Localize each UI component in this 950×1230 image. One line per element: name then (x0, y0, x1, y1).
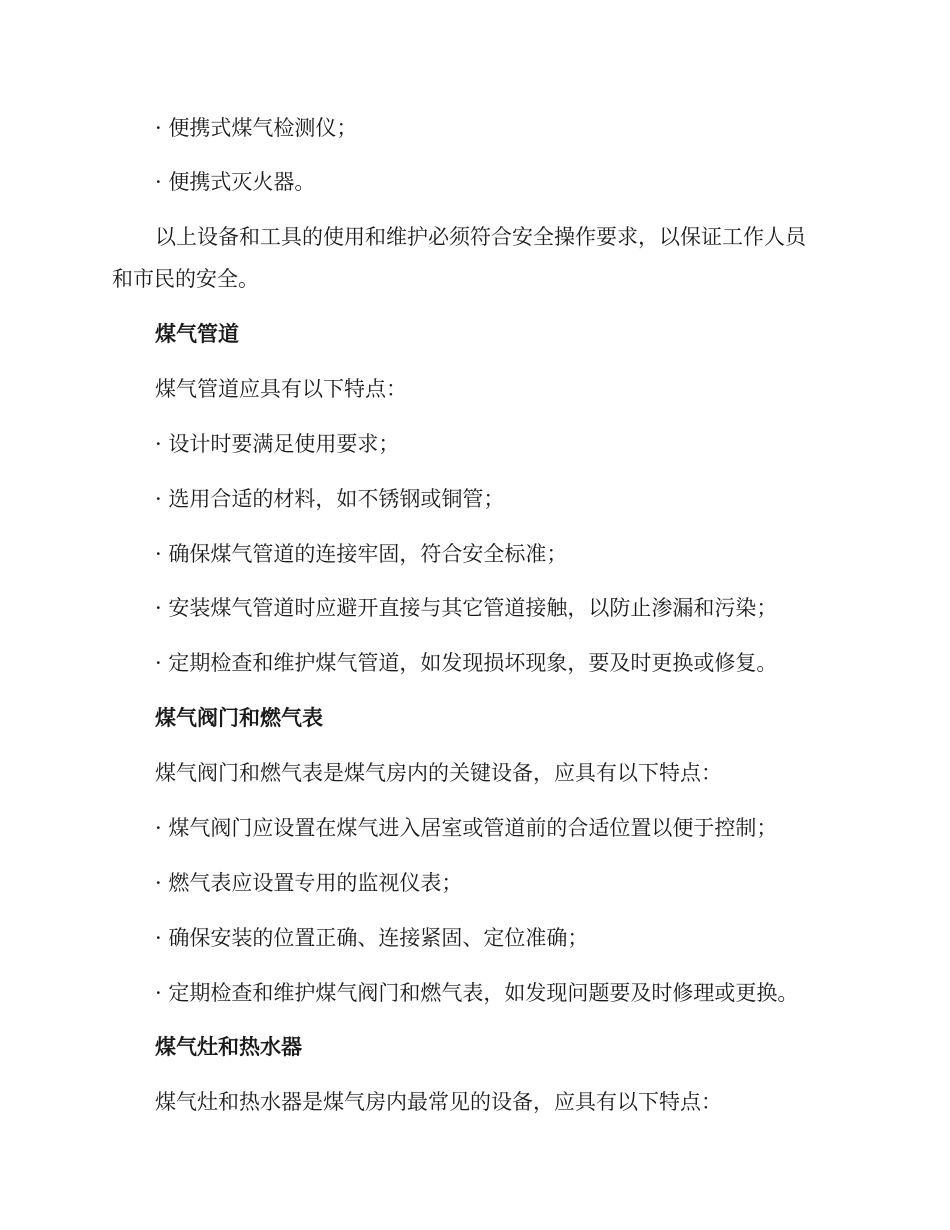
list-item: · 定期检查和维护煤气管道，如发现损坏现象，要及时更换或修复。 (155, 651, 778, 675)
section-heading: 煤气阀门和燃气表 (155, 706, 323, 730)
paragraph-text: 以上设备和工具的使用和维护必须符合安全操作要求，以保证工作人员 (155, 225, 806, 249)
paragraph-text: 煤气阀门和燃气表是煤气房内的关键设备，应具有以下特点： (155, 761, 722, 785)
paragraph-text: 煤气管道应具有以下特点： (155, 377, 407, 401)
list-item: · 安装煤气管道时应避开直接与其它管道接触，以防止渗漏和污染； (155, 596, 778, 620)
list-item: · 定期检查和维护煤气阀门和燃气表，如发现问题要及时修理或更换。 (155, 981, 799, 1005)
paragraph-text: 和市民的安全。 (112, 267, 259, 291)
list-item: · 煤气阀门应设置在煤气进入居室或管道前的合适位置以便于控制； (155, 816, 778, 840)
list-item: · 选用合适的材料，如不锈钢或铜管； (155, 487, 505, 511)
list-item: · 便携式煤气检测仪； (155, 116, 358, 140)
paragraph-text: 煤气灶和热水器是煤气房内最常见的设备，应具有以下特点： (155, 1090, 722, 1114)
list-item: · 确保煤气管道的连接牢固，符合安全标准； (155, 542, 568, 566)
list-item: · 燃气表应设置专用的监视仪表； (155, 871, 463, 895)
list-item: · 便携式灭火器。 (155, 170, 316, 194)
list-item: · 确保安装的位置正确、连接紧固、定位准确； (155, 926, 589, 950)
section-heading: 煤气灶和热水器 (155, 1035, 302, 1059)
section-heading: 煤气管道 (155, 322, 239, 346)
list-item: · 设计时要满足使用要求； (155, 432, 400, 456)
